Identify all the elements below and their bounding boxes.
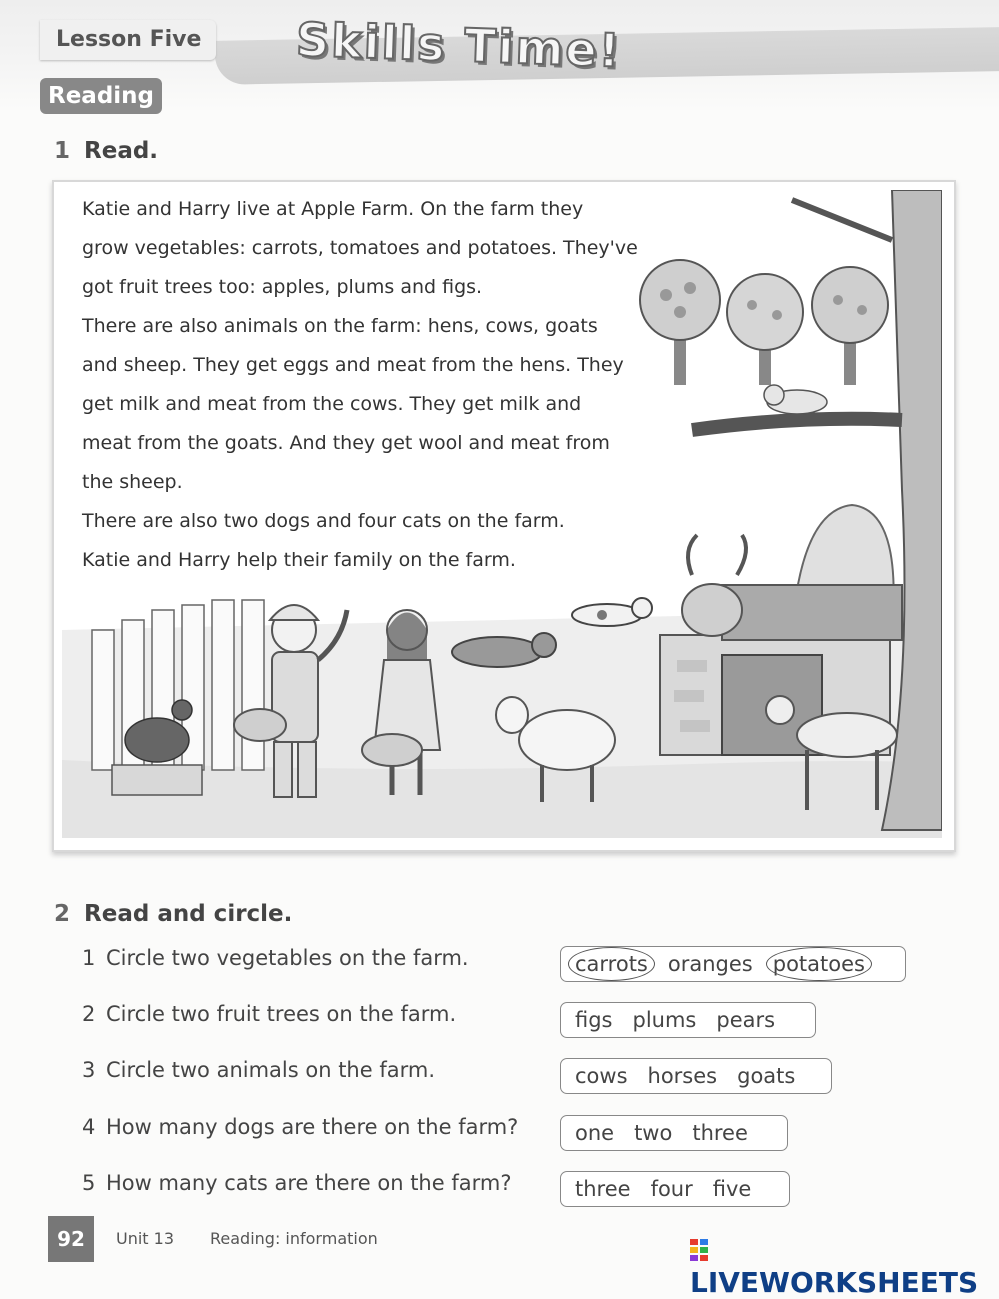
options-5 (560, 1171, 790, 1207)
options-1 (560, 946, 906, 982)
exercise-1-heading (54, 138, 158, 164)
page-title: Skills Time! (295, 12, 623, 78)
story-line: grow vegetables: carrots, tomatoes and potatoes. They've (82, 237, 638, 259)
story-line: and sheep. They get eggs and meat from the hens. They (82, 354, 624, 376)
apple-tree-1 (640, 260, 720, 385)
question-number: 1 (82, 946, 96, 970)
option-five[interactable]: five (712, 1177, 752, 1201)
option-figs[interactable]: figs (575, 1008, 613, 1032)
option-plums[interactable]: plums (632, 1008, 697, 1032)
option-horses[interactable]: horses (647, 1064, 718, 1088)
story-line: There are also animals on the farm: hens, cows, goats (82, 315, 598, 337)
question-text: How many cats are there on the farm? (106, 1171, 512, 1195)
liveworksheets-logo (690, 1233, 999, 1299)
footer-topic: Reading: information (210, 1229, 378, 1248)
question-text: Circle two fruit trees on the farm. (106, 1002, 457, 1026)
story-line: Katie and Harry live at Apple Farm. On the farm they (82, 198, 584, 220)
option-four[interactable]: four (650, 1177, 693, 1201)
options-3 (560, 1058, 832, 1094)
option-pears[interactable]: pears (716, 1008, 776, 1032)
apple-tree-2 (812, 267, 888, 385)
liveworksheets-icon (690, 1239, 708, 1261)
page-number: 92 (48, 1216, 94, 1262)
pear-tree (727, 274, 803, 385)
question-text: How many dogs are there on the farm? (106, 1115, 519, 1139)
question-text: Circle two animals on the farm. (106, 1058, 435, 1082)
option-three[interactable]: three (692, 1121, 748, 1145)
option-oranges[interactable]: oranges (667, 952, 753, 976)
options-4 (560, 1115, 788, 1151)
option-carrots[interactable]: carrots (575, 952, 648, 976)
option-three[interactable]: three (575, 1177, 631, 1201)
exercise-2-heading (54, 901, 292, 927)
liveworksheets-brand: LIVEWORKSHEETS (690, 1266, 979, 1299)
story-line: got fruit trees too: apples, plums and figs. (82, 276, 483, 298)
footer-unit: Unit 13 (116, 1229, 175, 1248)
story-line: meat from the goats. And they get wool and meat from (82, 432, 610, 454)
story-text (82, 190, 642, 580)
exercise-2-instruction: Read and circle. (84, 901, 293, 927)
options-2 (560, 1002, 816, 1038)
story-line: There are also two dogs and four cats on the farm. (82, 510, 565, 532)
exercise-2-number: 2 (54, 901, 71, 927)
story-line: the sheep. (82, 471, 183, 493)
question-text: Circle two vegetables on the farm. (106, 946, 469, 970)
exercise-1-instruction: Read. (84, 138, 159, 164)
option-one[interactable]: one (575, 1121, 615, 1145)
exercise-1-number: 1 (54, 138, 71, 164)
question-number: 4 (82, 1115, 96, 1139)
option-goats[interactable]: goats (737, 1064, 796, 1088)
option-cows[interactable]: cows (575, 1064, 628, 1088)
question-number: 2 (82, 1002, 96, 1026)
option-potatoes[interactable]: potatoes (772, 952, 865, 976)
question-number: 5 (82, 1171, 96, 1195)
option-two[interactable]: two (634, 1121, 673, 1145)
section-tab-reading: Reading (40, 78, 162, 114)
story-line: get milk and meat from the cows. They get milk and (82, 393, 582, 415)
lesson-label: Lesson Five (40, 20, 216, 60)
cat-on-branch (764, 385, 827, 414)
question-number: 3 (82, 1058, 96, 1082)
story-line: Katie and Harry help their family on the farm. (82, 549, 516, 571)
